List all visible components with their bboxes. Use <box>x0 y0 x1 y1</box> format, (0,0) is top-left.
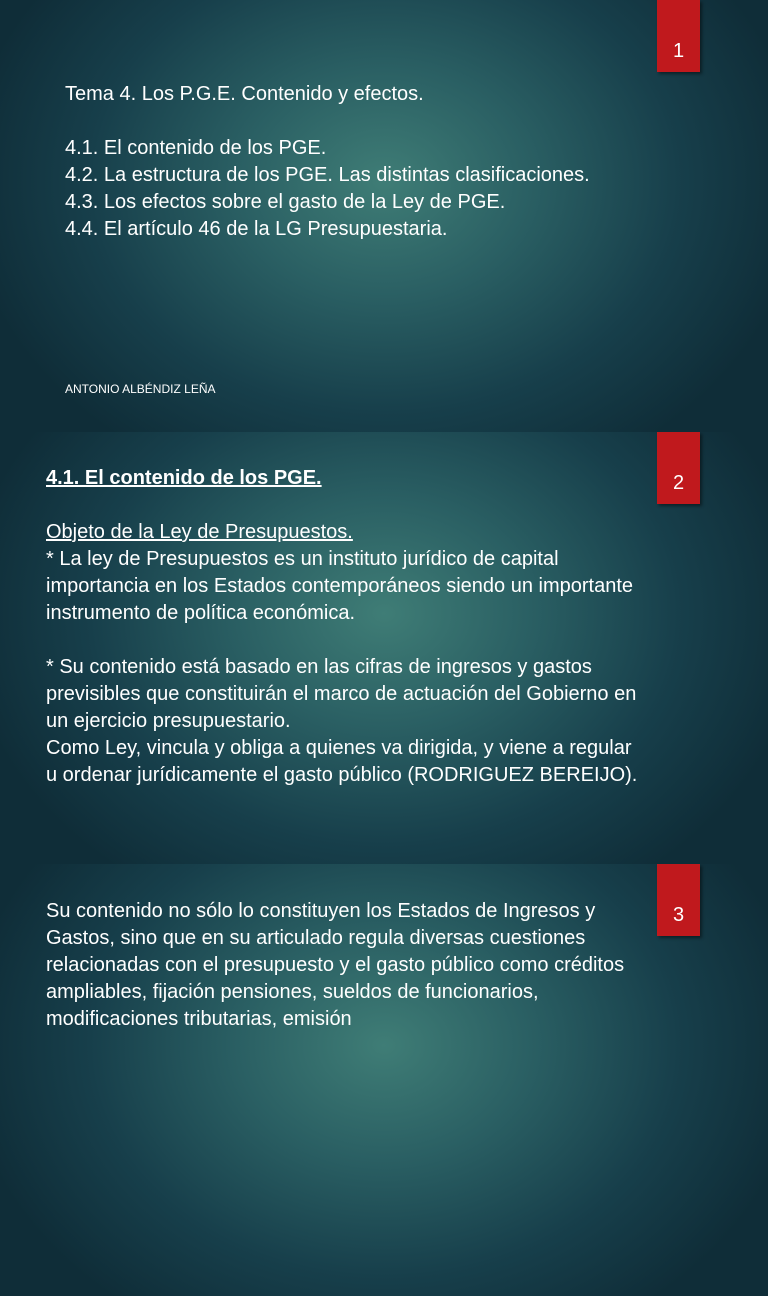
outline-item: 4.1. El contenido de los PGE. <box>65 137 327 159</box>
slide-1 <box>0 0 768 432</box>
slide-number-badge <box>657 864 700 936</box>
subheading: Objeto de la Ley de Presupuestos. <box>46 521 353 543</box>
slide-title: Tema 4. Los P.G.E. Contenido y efectos. <box>65 83 424 105</box>
slide-2 <box>0 432 768 864</box>
author-name: ANTONIO ALBÉNDIZ LEÑA <box>65 382 216 396</box>
paragraph: Su contenido no sólo lo constituyen los Estados de Ingresos y Gastos, sino que en su articulado regula diversas cuestiones relacionadas con el presupuesto y el gasto público como créditos ampliables, fijación pensiones, sueldos de funcionarios, modificaciones tributarias, emisión <box>46 900 625 1030</box>
slide-number: 2 <box>672 472 685 494</box>
paragraph: Como Ley, vincula y obliga a quienes va dirigida, y viene a regular u ordenar jurídicamente el gasto público (RODRIGUEZ BEREIJO). <box>46 737 638 786</box>
slide-number-badge <box>657 432 700 504</box>
outline-item: 4.2. La estructura de los PGE. Las distintas clasificaciones. <box>65 164 590 186</box>
section-heading: 4.1. El contenido de los PGE. <box>46 467 322 489</box>
paragraph: * La ley de Presupuestos es un instituto jurídico de capital importancia en los Estados contemporáneos siendo un importante instrumento de política económica. <box>46 548 634 624</box>
slide-1-content <box>65 81 625 243</box>
paragraph: * Su contenido está basado en las cifras de ingresos y gastos previsibles que constituirán el marco de actuación del Gobierno en un ejercicio presupuestario. <box>46 656 637 732</box>
slide-number: 1 <box>672 40 685 62</box>
outline-item: 4.3. Los efectos sobre el gasto de la Ley de PGE. <box>65 191 506 213</box>
slide-2-content <box>46 465 646 789</box>
outline-item: 4.4. El artículo 46 de la LG Presupuestaria. <box>65 218 448 240</box>
slide-3 <box>0 864 768 1296</box>
slide-3-content <box>46 898 656 1033</box>
slide-number-badge <box>657 0 700 72</box>
slide-number: 3 <box>672 904 685 926</box>
